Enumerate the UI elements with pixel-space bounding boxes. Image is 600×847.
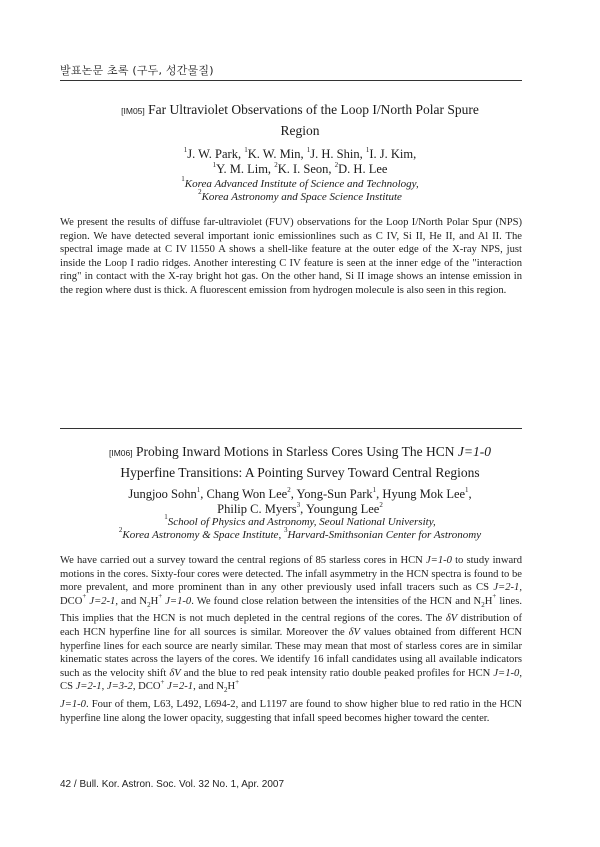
abstract-title-italic: J=1-0: [457, 444, 491, 459]
affiliations: [60, 513, 540, 542]
affiliation: School of Physics and Astronomy, Seoul National University,: [167, 516, 436, 528]
affiliations: [60, 175, 540, 204]
affiliation: Korea Advanced Institute of Science and Technology,: [184, 178, 419, 190]
abstract-code: [IM06]: [109, 448, 133, 458]
author-name: J. H. Shin,: [310, 147, 366, 161]
author-name: K. W. Min,: [247, 147, 307, 161]
author-sup: 3: [296, 500, 301, 509]
section-rule: [60, 428, 522, 429]
author-sup: 1: [365, 145, 370, 154]
page-footer: 42 / Bull. Kor. Astron. Soc. Vol. 32 No. 1, Apr. 2007: [60, 779, 285, 790]
author-name: , Chang Won Lee: [200, 487, 288, 501]
abstract-title: [60, 442, 540, 482]
author-list: [60, 147, 540, 177]
abstract-paragraph: We have carried out a survey toward the central regions of 85 starless cores in HCN J=1-0 to study inward motions in the cores. Sixty-four cores were detected. The infall asymmetry in the HCN spectra is found to be more prevalent, and more prominent than in any other previously used infall tracers such as CS J=2-1, DCO+ J=2-1, and $N_2H^+$ J=1-0. We found close relation between the intensities of the HCN and $N_2H^+$ lines. This implies that the HCN is not much depleted in the central regions of the cores. The δV distribution of each HCN hyperfine line for all sources is similar. Moreover the δV values obtained from different HCN hyperfine lines for each source are nearly similar. These may mean that most of starless cores are in similar kinematic states across the layers of the cores. We identify 16 infall candidates using all available indicators such as the velocity shift δV and the blue to red peak intensity ratio double peaked profiles for HCN J=1-0, CS J=2-1, J=3-2, DCO+ J=2-1, and $N_2H^+$ J=1-0. Four of them, L63, L492, L694-2, and L1197 are found to show higher blue to red ratio in the HCN hyperfine line along the lower opacity, suggesting that infall speed becomes higher toward the center.: [60, 555, 523, 724]
affiliation: Harvard-Smithsonian Center for Astronomy: [287, 529, 482, 541]
author-name: , Yong-Sun Park: [290, 487, 373, 501]
author-sup: 1: [212, 160, 217, 169]
abstract-body: [60, 554, 522, 725]
author-name: I. J. Kim,: [369, 147, 417, 161]
abstract-title-line: Probing Inward Motions in Starless Cores Using The HCN: [136, 444, 458, 459]
author-name: K. I. Seon,: [277, 162, 335, 176]
author-sup: 1: [244, 145, 248, 154]
author-sup: 2: [287, 485, 291, 494]
affil-sup: 2: [198, 188, 202, 197]
author-name: ,: [468, 487, 472, 501]
author-list: [60, 487, 540, 517]
author-name: Y. M. Lim,: [216, 162, 275, 176]
header-rule: [60, 80, 522, 81]
abstract-body: [60, 216, 522, 298]
author-sup: 1: [465, 485, 469, 494]
author-sup: 1: [183, 145, 188, 154]
abstract-title-line: Region: [280, 123, 320, 138]
author-sup: 2: [379, 500, 383, 509]
author-name: D. H. Lee: [338, 162, 388, 176]
abstract-title-line: Far Ultraviolet Observations of the Loop I/North Polar Spure: [148, 102, 479, 117]
author-sup: 1: [306, 145, 311, 154]
author-name: Jungjoo Sohn: [128, 487, 197, 501]
abstract-code: [IM05]: [121, 106, 145, 116]
author-name: Philip C. Myers: [217, 502, 297, 516]
affiliation: Korea Astronomy & Space Institute,: [122, 529, 284, 541]
author-sup: 2: [334, 160, 339, 169]
author-sup: 2: [274, 160, 278, 169]
abstract-paragraph: We present the results of diffuse far-ultraviolet (FUV) observations for the Loop I/North Polar Spur (NPS) region. We have detected several important ionic emissionlines such as C IV, Si II, He II, and Al II. The spectral image made at C IV l1550 A shows a shell-like feature at the outer edge of the X-ray NPS, just inside the Loop I radio ridges. Another interesting C IV feature is seen at the inner edge of the "interaction ring" in contact with the X-ray bright hot gas. On the other hand, Si II image shows an intense emission in the region where dust is thick. A fluorescent emission from hydrogen molecule is also seen in this region.: [60, 217, 522, 296]
affil-sup: 2: [118, 526, 123, 535]
author-name: J. W. Park,: [187, 147, 245, 161]
running-header: 발표논문 초록 (구두, 성간물질): [60, 64, 214, 77]
abstract-title: [60, 100, 540, 140]
author-name: , Youngung Lee: [300, 502, 380, 516]
author-name: , Hyung Mok Lee: [376, 487, 466, 501]
affiliation: Korea Astronomy and Space Science Institute: [201, 191, 402, 203]
affil-sup: 1: [181, 175, 185, 184]
author-sup: 1: [372, 485, 377, 494]
abstract-title-line: Hyperfine Transitions: A Pointing Survey Toward Central Regions: [120, 465, 480, 480]
affil-sup: 3: [283, 526, 288, 535]
affil-sup: 1: [164, 513, 168, 522]
author-sup: 1: [196, 485, 201, 494]
